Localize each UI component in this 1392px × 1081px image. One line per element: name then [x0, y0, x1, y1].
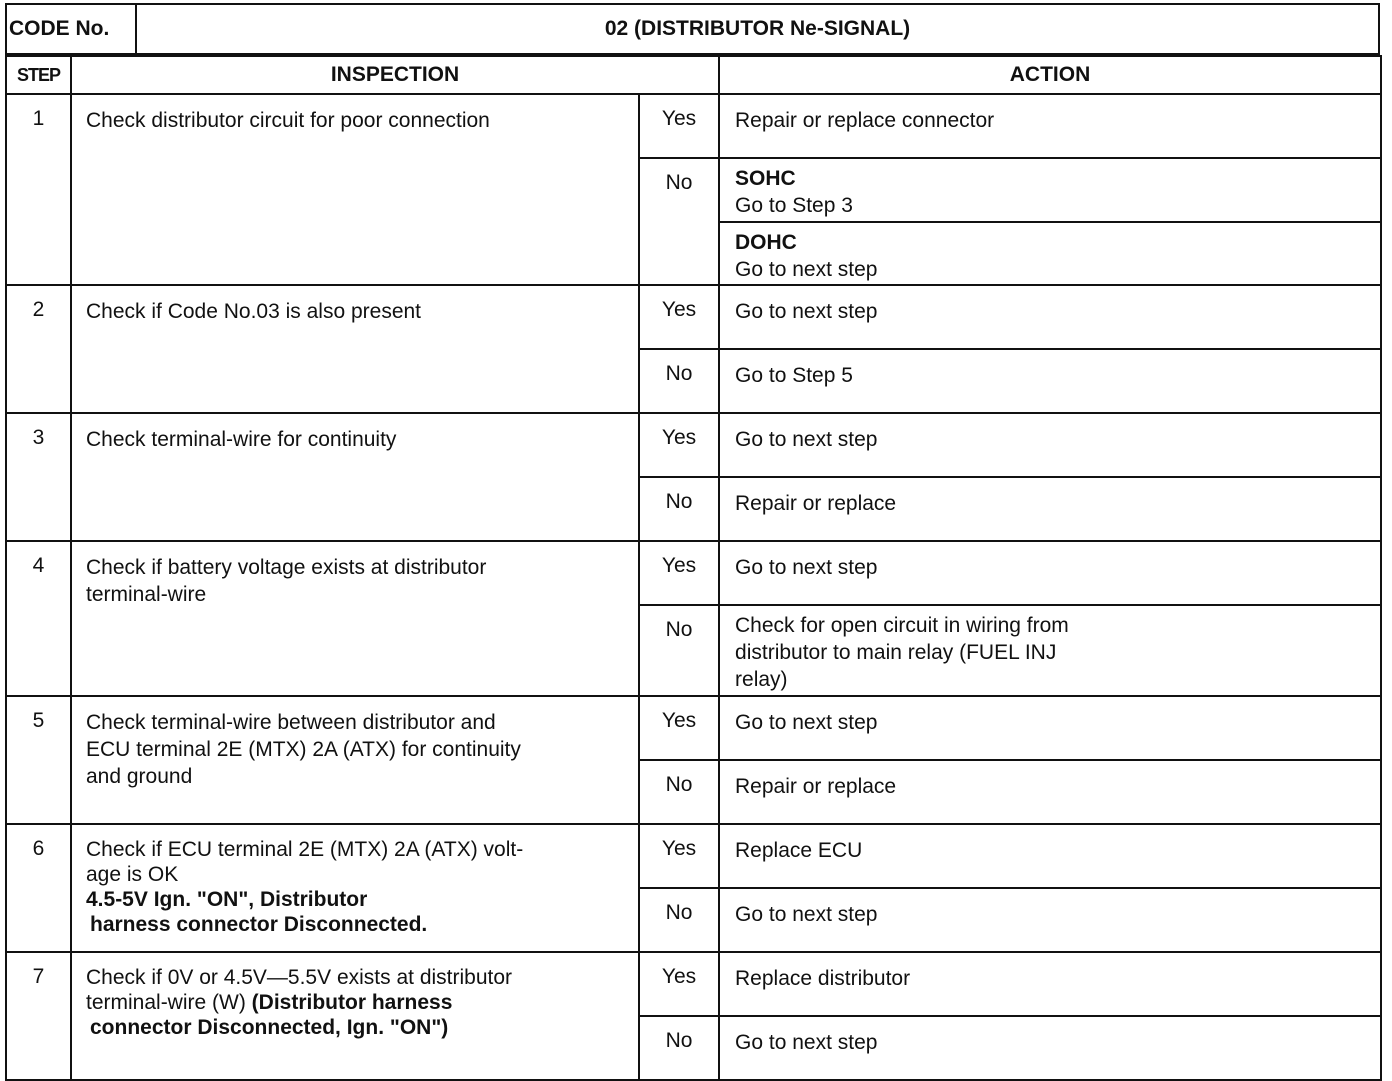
yes-label: Yes [639, 541, 719, 605]
yes-label: Yes [639, 824, 719, 888]
no-label: No [639, 1016, 719, 1080]
code-title: 02 (DISTRIBUTOR Ne-SIGNAL) [136, 4, 1379, 54]
inspection-condition: harness connector Disconnected. [90, 913, 428, 936]
step-number: 3 [6, 413, 71, 541]
table-row [6, 94, 1381, 158]
step-number: 6 [6, 824, 71, 952]
code-header [5, 3, 1380, 55]
header-row [6, 56, 1381, 94]
inspection-table [5, 55, 1382, 1081]
action-text: Go to next step [719, 413, 1381, 477]
inspection-text: age is OK [86, 863, 179, 886]
step-number: 7 [6, 952, 71, 1080]
inspection-cell [71, 541, 639, 696]
action-cell [719, 222, 1381, 285]
no-label: No [639, 477, 719, 541]
table-row [6, 413, 1381, 477]
action-text: Repair or replace [719, 760, 1381, 824]
inspection-text: ECU terminal 2E (MTX) 2A (ATX) for continuity [86, 738, 521, 761]
inspection-text: terminal-wire [86, 583, 207, 606]
sohc-label: SOHC [735, 167, 796, 190]
action-text: Replace ECU [719, 824, 1381, 888]
no-label: No [639, 888, 719, 952]
table-row [6, 952, 1381, 1016]
no-label: No [639, 158, 719, 285]
yes-label: Yes [639, 413, 719, 477]
action-cell [719, 605, 1381, 696]
no-label: No [639, 349, 719, 413]
yes-label: Yes [639, 696, 719, 760]
action-text: Replace distributor [719, 952, 1381, 1016]
action-text: Go to Step 5 [719, 349, 1381, 413]
inspection-text: terminal-wire (W) [86, 991, 252, 1014]
inspection-condition: connector Disconnected, Ign. "ON") [90, 1016, 449, 1039]
step-column-header: STEP [6, 56, 71, 94]
table-row [6, 696, 1381, 760]
table-row [6, 285, 1381, 349]
inspection-condition: 4.5-5V Ign. "ON", Distributor [86, 888, 368, 911]
inspection-text: Check distributor circuit for poor connection [71, 94, 639, 285]
inspection-text: Check terminal-wire between distributor and [86, 711, 496, 734]
table-row [6, 541, 1381, 605]
inspection-text: Check if Code No.03 is also present [71, 285, 639, 413]
action-cell [719, 158, 1381, 222]
inspection-text: and ground [86, 765, 193, 788]
action-text: Go to next step [719, 541, 1381, 605]
yes-label: Yes [639, 94, 719, 158]
no-label: No [639, 605, 719, 696]
step-number: 4 [6, 541, 71, 696]
action-text: Repair or replace connector [719, 94, 1381, 158]
inspection-column-header: INSPECTION [71, 56, 719, 94]
action-text: Go to Step 3 [735, 194, 853, 217]
action-text: Go to next step [719, 696, 1381, 760]
action-text: Go to next step [719, 1016, 1381, 1080]
yes-label: Yes [639, 285, 719, 349]
inspection-text-line [86, 990, 628, 1015]
table-row [6, 824, 1381, 888]
inspection-cell [71, 696, 639, 824]
action-text: Go to next step [735, 258, 878, 281]
action-column-header: ACTION [719, 56, 1381, 94]
step-number: 5 [6, 696, 71, 824]
action-text: Go to next step [719, 285, 1381, 349]
action-text: Check for open circuit in wiring from [735, 614, 1069, 637]
step-number: 2 [6, 285, 71, 413]
yes-label: Yes [639, 952, 719, 1016]
no-label: No [639, 760, 719, 824]
inspection-text: Check terminal-wire for continuity [71, 413, 639, 541]
action-text: Go to next step [719, 888, 1381, 952]
action-text: relay) [735, 668, 788, 691]
action-text: distributor to main relay (FUEL INJ [735, 641, 1057, 664]
inspection-text: Check if battery voltage exists at distributor [86, 556, 487, 579]
step-number: 1 [6, 94, 71, 285]
dohc-label: DOHC [735, 231, 797, 254]
inspection-text: Check if 0V or 4.5V—5.5V exists at distributor [86, 966, 513, 989]
action-text: Repair or replace [719, 477, 1381, 541]
inspection-text: Check if ECU terminal 2E (MTX) 2A (ATX) volt- [86, 838, 524, 861]
inspection-condition: (Distributor harness [251, 991, 453, 1014]
inspection-cell [71, 952, 639, 1080]
code-label: CODE No. [6, 4, 136, 54]
inspection-cell [71, 824, 639, 952]
